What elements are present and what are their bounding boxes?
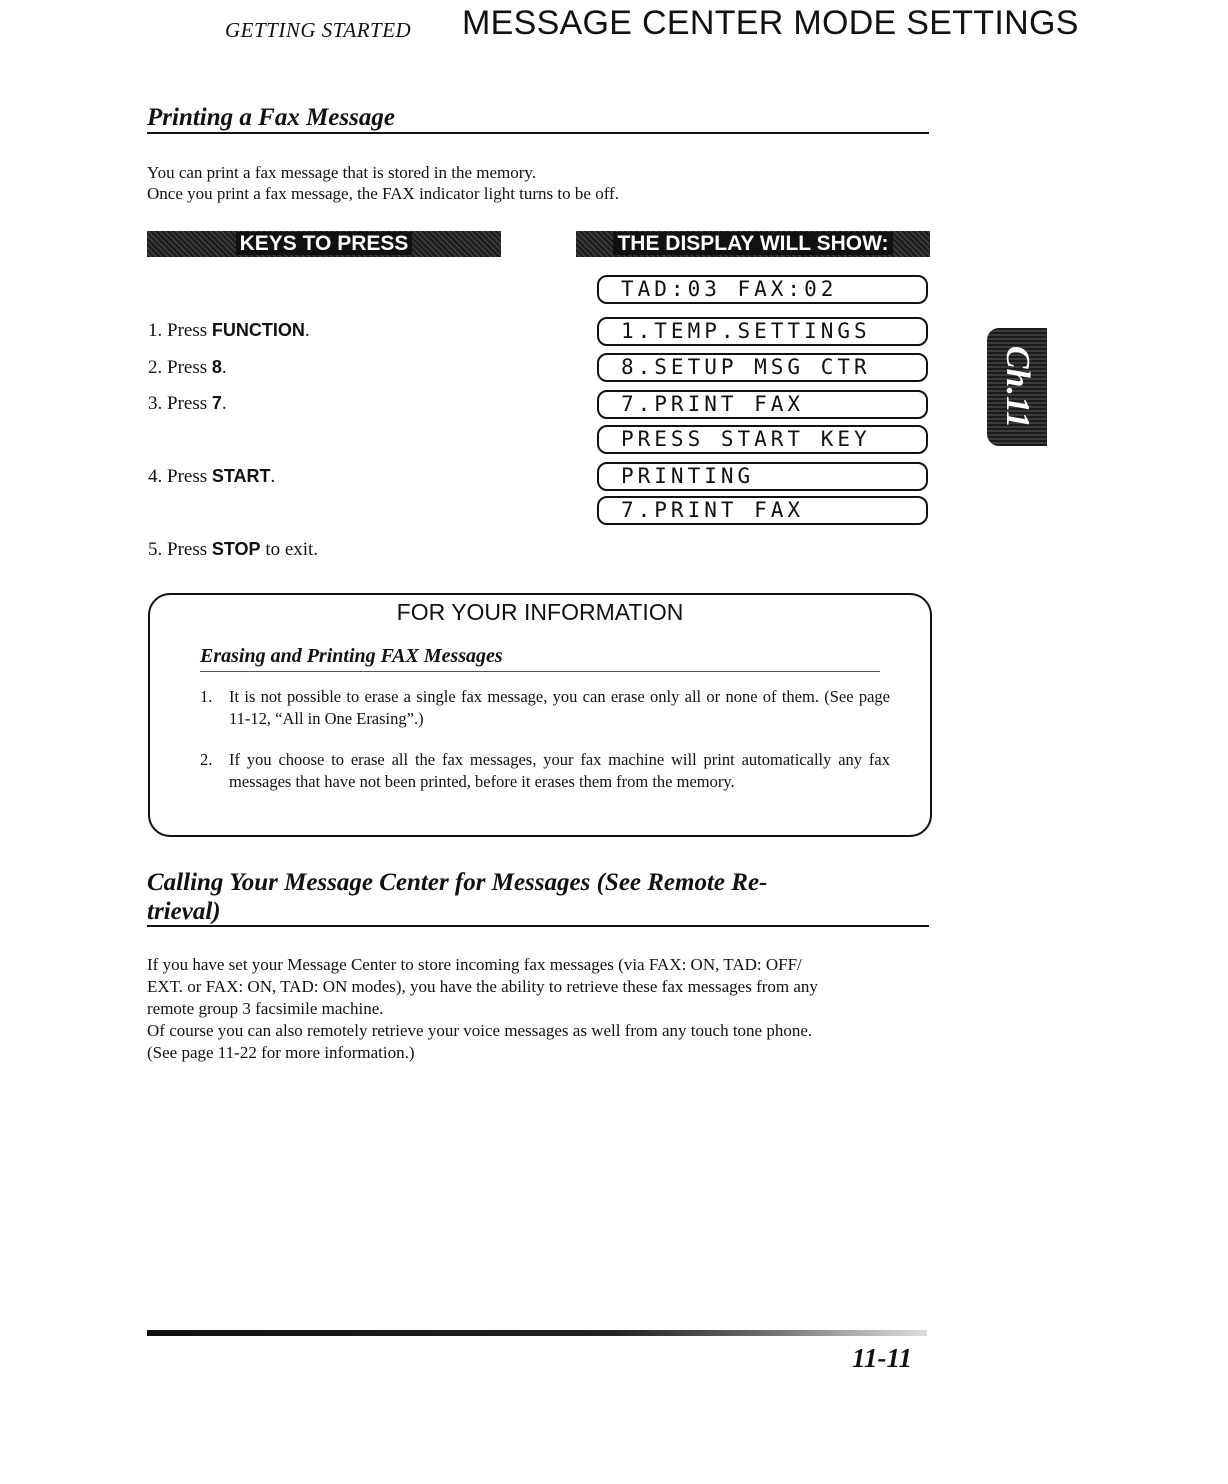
calling-line-4: Of course you can also remotely retrieve your voice messages as well from any touch tone phone. bbox=[147, 1021, 813, 1040]
page-title: MESSAGE CENTER MODE SETTINGS bbox=[462, 4, 1079, 42]
intro-line-1: You can print a fax message that is stored in the memory. bbox=[147, 163, 537, 182]
lcd-display-7: 7.PRINT FAX bbox=[597, 496, 928, 525]
step-2: 2. Press 8. bbox=[148, 357, 227, 378]
key-start: START bbox=[211, 466, 271, 486]
display-will-show-bar bbox=[576, 231, 930, 257]
lcd-display-2: 1.TEMP.SETTINGS bbox=[597, 317, 928, 346]
calling-line-2: EXT. or FAX: ON, TAD: ON modes), you have the ability to retrieve these fax messages from any bbox=[147, 977, 818, 996]
info-item-1: 1. It is not possible to erase a single fax message, you can erase only all or none of them. (See page 11-12, “All in One Erasing”.) bbox=[200, 687, 890, 728]
info-subtitle: Erasing and Printing FAX Messages bbox=[200, 645, 503, 667]
intro-line-2: Once you print a fax message, the FAX indicator light turns to be off. bbox=[147, 184, 619, 203]
step-1: 1. Press FUNCTION. bbox=[148, 320, 310, 341]
key-7: 7 bbox=[211, 393, 222, 413]
key-function: FUNCTION bbox=[211, 320, 305, 340]
info-rule bbox=[200, 671, 880, 672]
lcd-display-3: 8.SETUP MSG CTR bbox=[597, 353, 928, 382]
step-5: 5. Press STOP to exit. bbox=[148, 539, 319, 560]
display-will-show-label: THE DISPLAY WILL SHOW: bbox=[613, 232, 892, 255]
section-rule bbox=[147, 132, 929, 134]
chapter-tab-label: Ch.11 bbox=[999, 345, 1036, 429]
lcd-display-1: TAD:03 FAX:02 bbox=[597, 275, 928, 304]
lcd-display-6: PRINTING bbox=[597, 462, 928, 491]
running-header-section: GETTING STARTED bbox=[225, 18, 412, 42]
section-title-printing: Printing a Fax Message bbox=[147, 104, 395, 131]
section-title-calling: Calling Your Message Center for Messages (See Remote Re- trieval) bbox=[147, 869, 768, 925]
calling-line-1: If you have set your Message Center to store incoming fax messages (via FAX: ON, TAD: OFF/ bbox=[147, 955, 802, 974]
info-title: FOR YOUR INFORMATION bbox=[396, 599, 684, 625]
keys-to-press-bar bbox=[147, 231, 501, 257]
keys-to-press-label: KEYS TO PRESS bbox=[236, 232, 413, 255]
page-number: 11-11 bbox=[852, 1343, 913, 1373]
section-rule-calling bbox=[147, 925, 929, 927]
info-box bbox=[148, 593, 932, 837]
key-stop: STOP bbox=[211, 539, 261, 559]
info-item-2: 2. If you choose to erase all the fax messages, your fax machine will print automatically any fax messages that have not been printed, before it erases them from the memory. bbox=[200, 750, 890, 791]
calling-line-3: remote group 3 facsimile machine. bbox=[147, 999, 384, 1018]
footer-bar bbox=[147, 1330, 927, 1336]
step-4: 4. Press START. bbox=[148, 466, 276, 487]
step-3: 3. Press 7. bbox=[148, 393, 227, 414]
lcd-display-4: 7.PRINT FAX bbox=[597, 390, 928, 419]
key-8: 8 bbox=[211, 357, 222, 377]
lcd-display-5: PRESS START KEY bbox=[597, 425, 928, 454]
chapter-tab bbox=[987, 328, 1047, 446]
calling-line-5: (See page 11-22 for more information.) bbox=[147, 1043, 415, 1062]
